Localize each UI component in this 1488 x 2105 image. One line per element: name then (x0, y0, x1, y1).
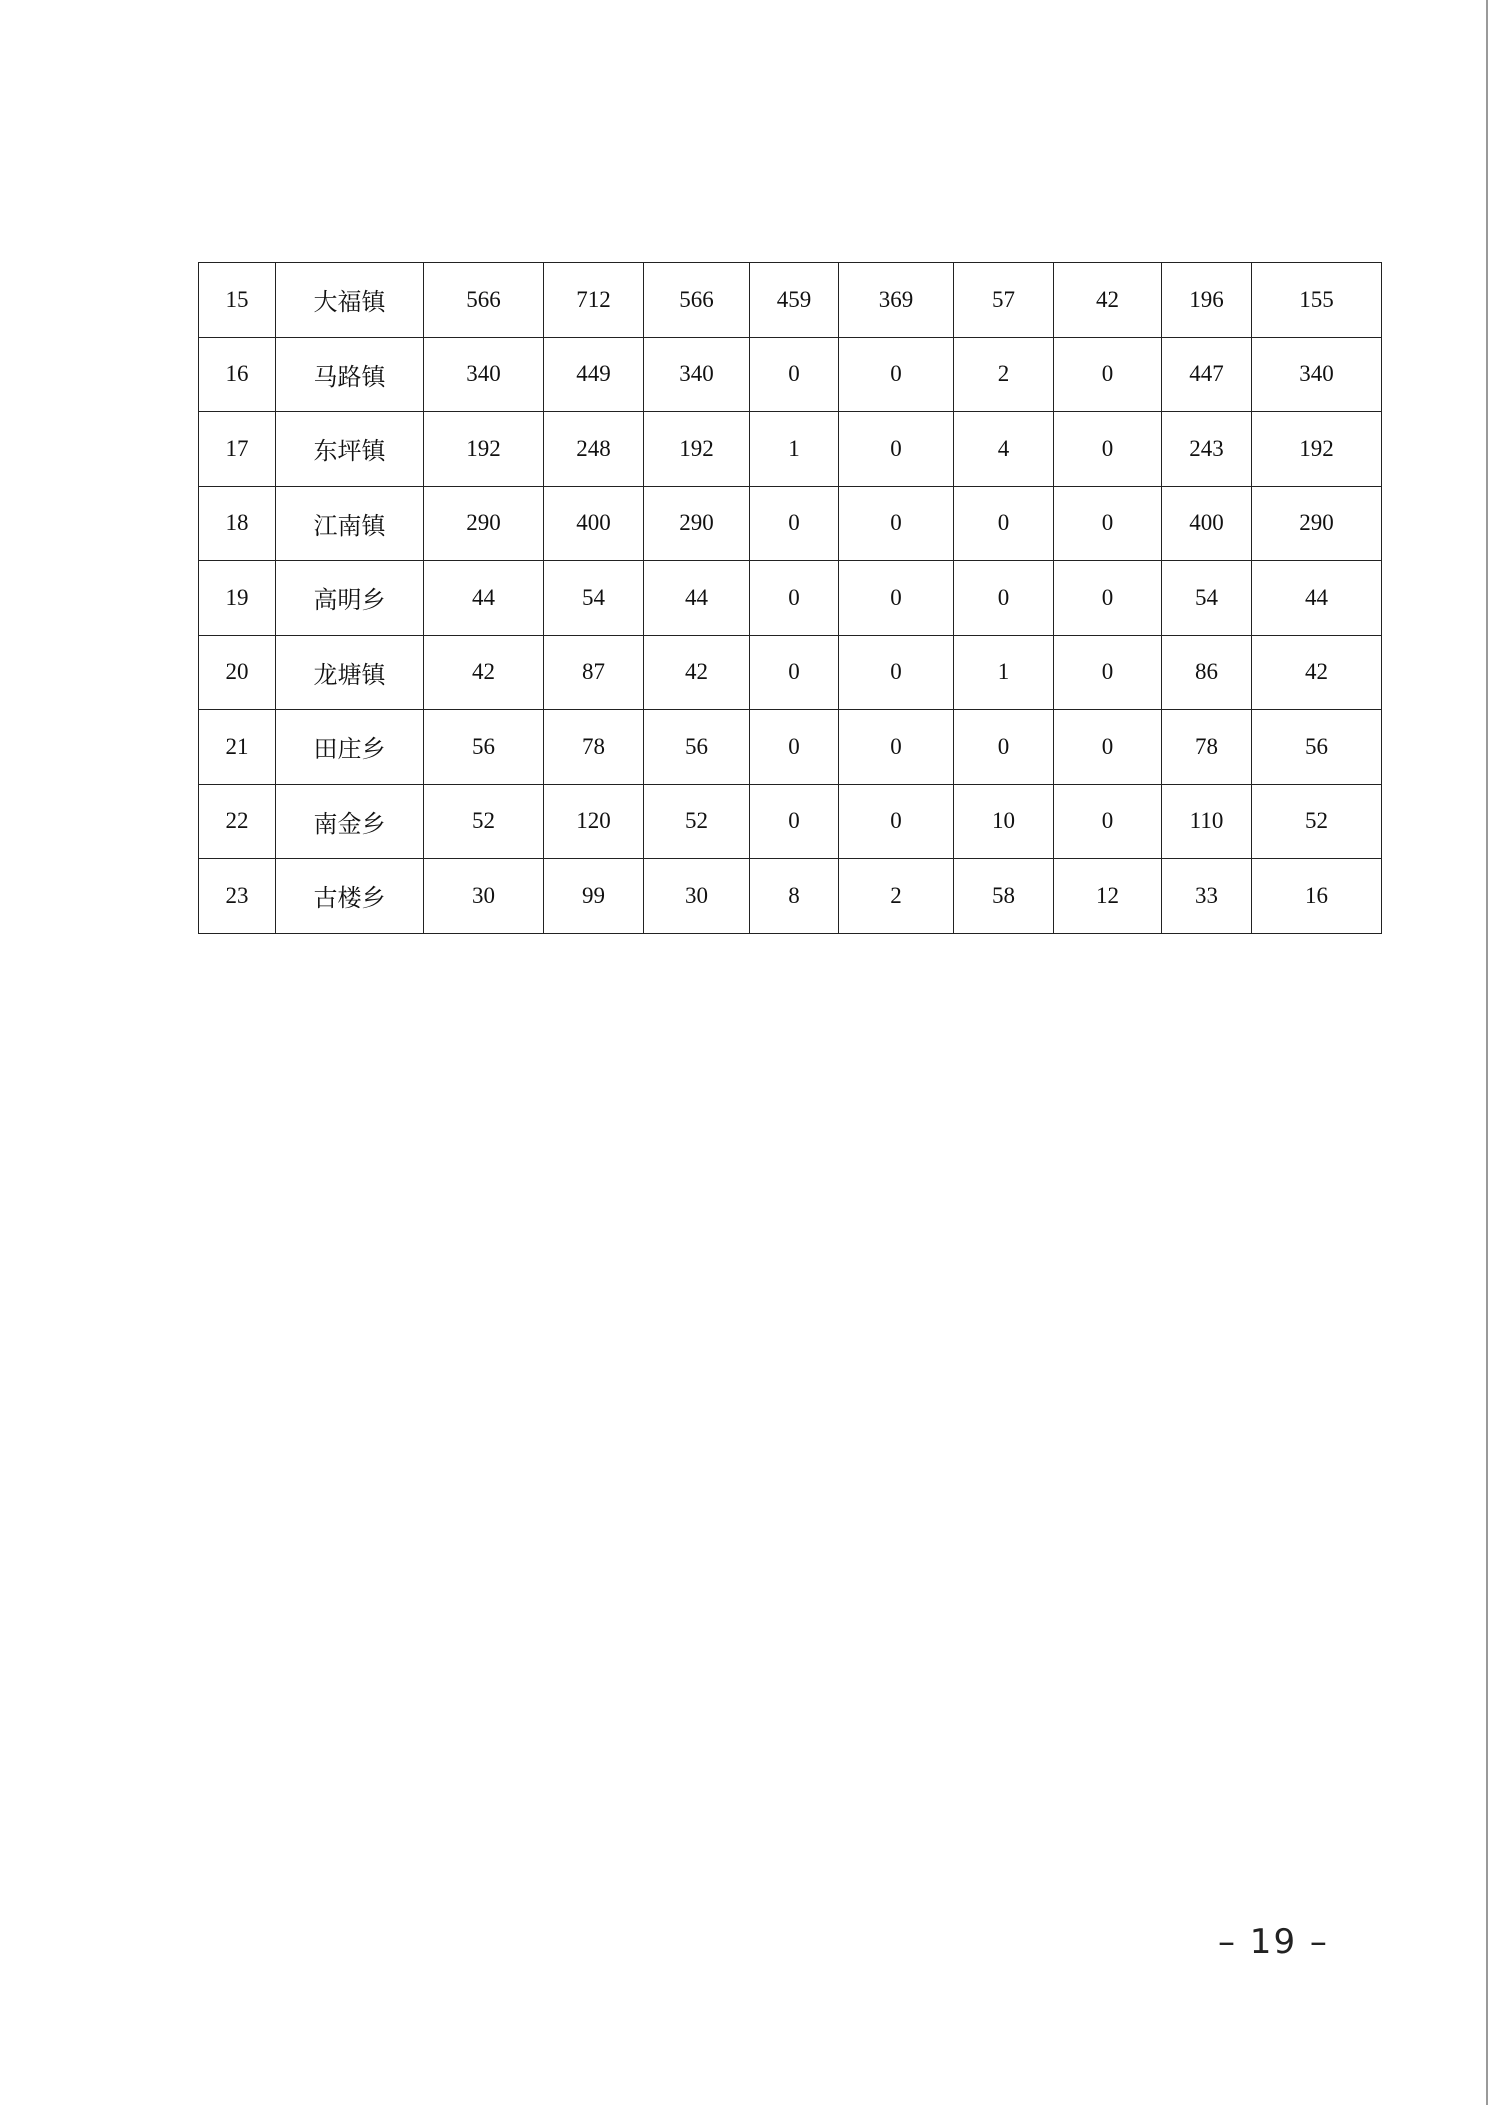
value-cell: 192 (424, 412, 544, 487)
value-cell: 1 (750, 412, 839, 487)
value-cell: 42 (424, 635, 544, 710)
value-cell: 44 (644, 561, 750, 636)
value-cell: 340 (424, 337, 544, 412)
table-row (199, 263, 1382, 338)
value-cell: 0 (954, 561, 1054, 636)
value-cell: 86 (1162, 635, 1252, 710)
township-name-cell: 南金乡 (276, 784, 424, 859)
row-index-cell: 23 (199, 859, 276, 934)
value-cell: 0 (750, 784, 839, 859)
value-cell: 56 (644, 710, 750, 785)
row-index-cell: 19 (199, 561, 276, 636)
value-cell: 447 (1162, 337, 1252, 412)
township-name-cell: 古楼乡 (276, 859, 424, 934)
value-cell: 4 (954, 412, 1054, 487)
value-cell: 0 (954, 710, 1054, 785)
page-number: – 19 – (1218, 1922, 1329, 1962)
value-cell: 16 (1252, 859, 1382, 934)
row-index-cell: 21 (199, 710, 276, 785)
value-cell: 340 (1252, 337, 1382, 412)
value-cell: 54 (1162, 561, 1252, 636)
value-cell: 0 (750, 635, 839, 710)
table-body (199, 263, 1382, 934)
value-cell: 196 (1162, 263, 1252, 338)
value-cell: 33 (1162, 859, 1252, 934)
value-cell: 42 (1252, 635, 1382, 710)
value-cell: 8 (750, 859, 839, 934)
table-row (199, 486, 1382, 561)
value-cell: 0 (1054, 784, 1162, 859)
value-cell: 52 (1252, 784, 1382, 859)
value-cell: 0 (839, 561, 954, 636)
value-cell: 56 (1252, 710, 1382, 785)
value-cell: 400 (544, 486, 644, 561)
value-cell: 44 (1252, 561, 1382, 636)
township-name-cell: 大福镇 (276, 263, 424, 338)
table-row (199, 412, 1382, 487)
township-name-cell: 高明乡 (276, 561, 424, 636)
value-cell: 0 (750, 710, 839, 785)
table-row (199, 337, 1382, 412)
value-cell: 449 (544, 337, 644, 412)
value-cell: 57 (954, 263, 1054, 338)
value-cell: 87 (544, 635, 644, 710)
value-cell: 192 (1252, 412, 1382, 487)
statistics-table (198, 262, 1382, 934)
row-index-cell: 15 (199, 263, 276, 338)
value-cell: 0 (1054, 710, 1162, 785)
township-name-cell: 田庄乡 (276, 710, 424, 785)
value-cell: 0 (750, 486, 839, 561)
value-cell: 0 (839, 710, 954, 785)
value-cell: 340 (644, 337, 750, 412)
value-cell: 0 (1054, 486, 1162, 561)
value-cell: 712 (544, 263, 644, 338)
value-cell: 566 (644, 263, 750, 338)
value-cell: 248 (544, 412, 644, 487)
table-row (199, 561, 1382, 636)
value-cell: 0 (1054, 337, 1162, 412)
township-name-cell: 龙塘镇 (276, 635, 424, 710)
table-row (199, 784, 1382, 859)
value-cell: 44 (424, 561, 544, 636)
value-cell: 78 (1162, 710, 1252, 785)
value-cell: 0 (839, 784, 954, 859)
value-cell: 78 (544, 710, 644, 785)
value-cell: 120 (544, 784, 644, 859)
value-cell: 12 (1054, 859, 1162, 934)
value-cell: 2 (839, 859, 954, 934)
value-cell: 1 (954, 635, 1054, 710)
value-cell: 243 (1162, 412, 1252, 487)
value-cell: 0 (839, 635, 954, 710)
table-row (199, 859, 1382, 934)
value-cell: 192 (644, 412, 750, 487)
row-index-cell: 17 (199, 412, 276, 487)
row-index-cell: 16 (199, 337, 276, 412)
value-cell: 0 (750, 561, 839, 636)
table-row (199, 710, 1382, 785)
value-cell: 290 (424, 486, 544, 561)
value-cell: 0 (1054, 635, 1162, 710)
value-cell: 58 (954, 859, 1054, 934)
value-cell: 54 (544, 561, 644, 636)
value-cell: 0 (839, 412, 954, 487)
township-name-cell: 马路镇 (276, 337, 424, 412)
value-cell: 459 (750, 263, 839, 338)
value-cell: 290 (644, 486, 750, 561)
table-row (199, 635, 1382, 710)
township-name-cell: 江南镇 (276, 486, 424, 561)
row-index-cell: 20 (199, 635, 276, 710)
value-cell: 42 (1054, 263, 1162, 338)
row-index-cell: 18 (199, 486, 276, 561)
value-cell: 30 (424, 859, 544, 934)
value-cell: 0 (1054, 412, 1162, 487)
value-cell: 369 (839, 263, 954, 338)
value-cell: 0 (839, 486, 954, 561)
row-index-cell: 22 (199, 784, 276, 859)
township-name-cell: 东坪镇 (276, 412, 424, 487)
value-cell: 52 (644, 784, 750, 859)
value-cell: 56 (424, 710, 544, 785)
value-cell: 400 (1162, 486, 1252, 561)
value-cell: 155 (1252, 263, 1382, 338)
value-cell: 52 (424, 784, 544, 859)
value-cell: 566 (424, 263, 544, 338)
value-cell: 0 (750, 337, 839, 412)
value-cell: 0 (1054, 561, 1162, 636)
value-cell: 42 (644, 635, 750, 710)
value-cell: 10 (954, 784, 1054, 859)
value-cell: 30 (644, 859, 750, 934)
value-cell: 0 (954, 486, 1054, 561)
value-cell: 0 (839, 337, 954, 412)
value-cell: 110 (1162, 784, 1252, 859)
value-cell: 290 (1252, 486, 1382, 561)
value-cell: 2 (954, 337, 1054, 412)
value-cell: 99 (544, 859, 644, 934)
